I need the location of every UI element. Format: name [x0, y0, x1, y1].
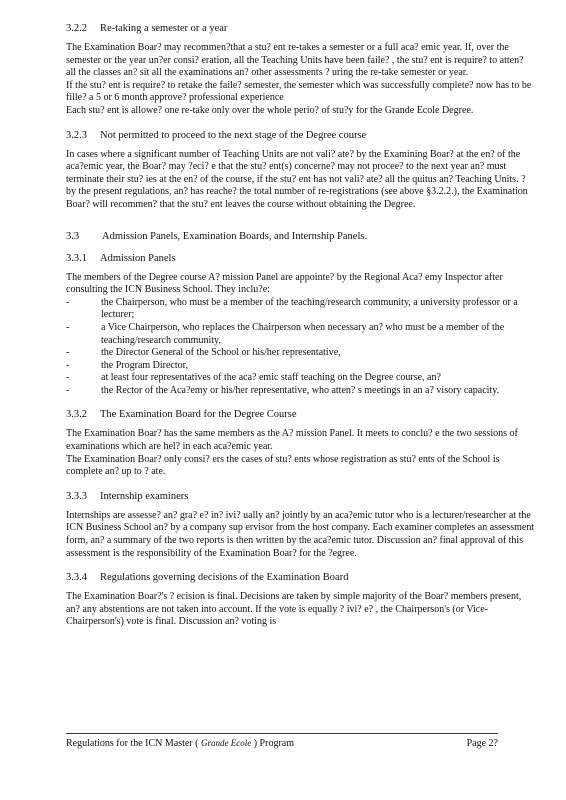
section-3-3-1	[66, 252, 536, 398]
section-title: Re-taking a semester or a year	[100, 23, 228, 34]
list-item: - the Rector of the Aca?emy or his/her representative, who atten? s meetings in an a? visory capacity.	[66, 385, 536, 398]
paragraph: Internships are assesse? an? gra? e? in? ivi? ually an? jointly by an aca?emic tutor who is a lecturer/researcher at the ICN Business School an? by a company sup ervisor from the host company. Each examiner completes an assessment form, an? a summary of the two reports is then written by the aca?emic tutor. Discussion an? final approval of this assessment is the responsibility of the Examination Boar? for the ?egree.	[66, 509, 535, 559]
section-heading	[66, 22, 536, 35]
section-title: Admission Panels	[100, 252, 176, 264]
section-heading	[66, 571, 536, 584]
paragraph: The Examination Boar? has the same members as the A? mission Panel. It meets to conclu? e the two sessions of examinations which are hel? in each aca?emic year.	[66, 428, 518, 453]
paragraph: If the stu? ent is require? to retake the faile? semester, the semester which was successfully complete? now has to be fille? a 5 or 6 month approve? professional experience	[66, 79, 532, 104]
footer-title-prefix: Regulations for the ICN Master (	[66, 738, 199, 749]
section-heading	[66, 129, 536, 142]
section-3-2-3	[66, 129, 536, 212]
section-3-3-heading	[66, 230, 536, 243]
section-heading	[66, 252, 536, 265]
document-page	[66, 22, 536, 640]
list-item: - the Program Director,	[66, 360, 536, 373]
section-title: Admission Panels, Examination Boards, and Internship Panels.	[102, 230, 368, 242]
list-item: - the Chairperson, who must be a member of the teaching/research community, a university professor or a lecturer;	[66, 297, 536, 322]
section-title: The Examination Board for the Degree Course	[100, 409, 297, 421]
section-number: 3.3.2	[66, 409, 87, 421]
section-title: Internship examiners	[100, 490, 189, 502]
footer-title-suffix: ) Program	[253, 738, 294, 749]
section-number: 3.2.3	[66, 129, 87, 141]
list-item: - a Vice Chairperson, who replaces the Chairperson when necessary an? who must be a member of the teaching/research community,	[66, 322, 536, 347]
section-number: 3.3	[66, 230, 80, 242]
paragraph: Each stu? ent is allowe? one re-take only over the whole perio? of stu?y for the Grande Ecole Degree.	[66, 104, 474, 116]
section-number: 3.3.3	[66, 490, 87, 502]
page-number: Page 2?	[466, 738, 498, 749]
section-3-3-2	[66, 408, 536, 478]
section-number: 3.2.2	[66, 23, 87, 34]
section-number: 3.3.4	[66, 572, 87, 584]
footer-title-italic: Grande Ecole	[200, 738, 252, 748]
section-title: Not permitted to proceed to the next stage of the Degree course	[100, 129, 367, 141]
section-3-2-2	[66, 22, 536, 118]
list-item: - the Director General of the School or his/her representative,	[66, 347, 536, 360]
section-title: Regulations governing decisions of the Examination Board	[100, 572, 349, 584]
section-heading	[66, 490, 536, 503]
paragraph: The members of the Degree course A? mission Panel are appointe? by the Regional Aca? emy Inspector after consulting the ICN Business School. They inclu?e:	[66, 271, 503, 296]
list-item: - at least four representatives of the aca? emic staff teaching on the Degree course, an?	[66, 372, 536, 385]
paragraph: The Examination Boar? only consi? ers the cases of stu? ents whose registration as stu? ents of the School is complete an? up to ? ate.	[66, 453, 500, 478]
paragraph: In cases where a significant number of Teaching Units are not vali? ate? by the Examining Boar? at the en? of the aca?emic year, the Boar? may ?eci? e that the stu? ent(s) concerne? may not procee? to the next year an? must terminate their stu? ies at the en? of the course, if the stu? ent has not vali? ate? all the quitus an? Teaching Units. ? by the present regulations, an? has reache? the total number of re-registrations (see above §3.2.2.), the Examination Boar? will recommen? that the stu? ent leaves the course without obtaining the Degree.	[66, 148, 528, 210]
member-list	[66, 297, 536, 398]
section-3-3-4	[66, 571, 536, 629]
paragraph: The Examination Boar? may recommen?that a stu? ent re-takes a semester or a full aca? emic year. If, over the semester or the year un?er consi? eration, all the Teaching Units have been faile? , the stu? ent is require? to atten? all the classes an? sit all the examinations an? other assessments ? uring the re-take semester or year.	[66, 42, 524, 79]
page-footer	[66, 733, 498, 749]
paragraph: The Examination Boar?'s ? ecision is final. Decisions are taken by simple majority of the Boar? members present, an? any abstentions are not taken into account. If the vote is equally ? ivi? e? , the Chairperson's (or Vice-Chairperson's) vote is final. Discussion an? voting is	[66, 591, 522, 628]
section-3-3-3	[66, 490, 536, 560]
section-heading	[66, 408, 536, 421]
section-number: 3.3.1	[66, 252, 87, 264]
